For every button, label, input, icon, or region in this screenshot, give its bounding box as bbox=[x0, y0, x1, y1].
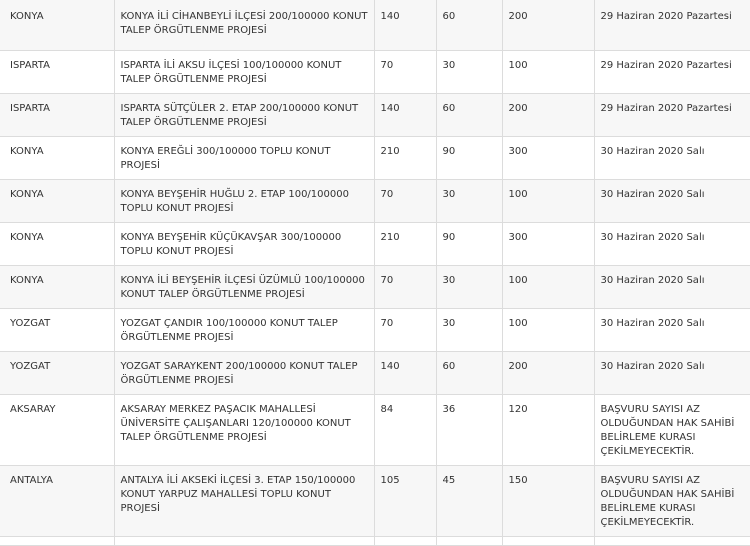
project-cell: AKSARAY MERKEZ PAŞACIK MAHALLESİ ÜNİVERSİTE ÇALIŞANLARI 120/100000 KONUT TALEP ÖRGÜTLENME PROJESİ bbox=[114, 395, 374, 466]
date-cell: 30 Haziran 2020 Salı bbox=[594, 266, 750, 309]
total-cell: 100 bbox=[502, 266, 594, 309]
province-cell: KONYA bbox=[0, 180, 114, 223]
count-cell: 60 bbox=[436, 94, 502, 137]
count-cell: 30 bbox=[436, 180, 502, 223]
total-cell: 200 bbox=[502, 94, 594, 137]
count-cell: 210 bbox=[374, 137, 436, 180]
province-cell: ISPARTA bbox=[0, 51, 114, 94]
total-cell: 300 bbox=[502, 223, 594, 266]
empty-cell bbox=[0, 537, 114, 546]
count-cell: 210 bbox=[374, 223, 436, 266]
province-cell: AKSARAY bbox=[0, 395, 114, 466]
date-cell: 29 Haziran 2020 Pazartesi bbox=[594, 0, 750, 51]
count-cell: 105 bbox=[374, 466, 436, 537]
project-cell: KONYA İLİ BEYŞEHİR İLÇESİ ÜZÜMLÜ 100/100000 KONUT TALEP ÖRGÜTLENME PROJESİ bbox=[114, 266, 374, 309]
empty-cell bbox=[114, 537, 374, 546]
count-cell: 45 bbox=[436, 466, 502, 537]
table-row bbox=[0, 0, 750, 51]
table-row bbox=[0, 352, 750, 395]
empty-cell bbox=[436, 537, 502, 546]
empty-cell bbox=[502, 537, 594, 546]
project-cell: KONYA İLİ CİHANBEYLİ İLÇESİ 200/100000 KONUT TALEP ÖRGÜTLENME PROJESİ bbox=[114, 0, 374, 51]
count-cell: 30 bbox=[436, 51, 502, 94]
total-cell: 120 bbox=[502, 395, 594, 466]
count-cell: 70 bbox=[374, 309, 436, 352]
date-cell: 29 Haziran 2020 Pazartesi bbox=[594, 94, 750, 137]
count-cell: 70 bbox=[374, 180, 436, 223]
count-cell: 30 bbox=[436, 266, 502, 309]
table-row bbox=[0, 395, 750, 466]
table-row bbox=[0, 266, 750, 309]
province-cell: KONYA bbox=[0, 0, 114, 51]
project-cell: KONYA EREĞLİ 300/100000 TOPLU KONUT PROJESİ bbox=[114, 137, 374, 180]
total-cell: 100 bbox=[502, 51, 594, 94]
count-cell: 90 bbox=[436, 223, 502, 266]
count-cell: 140 bbox=[374, 352, 436, 395]
project-cell: KONYA BEYŞEHİR HUĞLU 2. ETAP 100/100000 TOPLU KONUT PROJESİ bbox=[114, 180, 374, 223]
count-cell: 90 bbox=[436, 137, 502, 180]
count-cell: 30 bbox=[436, 309, 502, 352]
date-cell: 30 Haziran 2020 Salı bbox=[594, 180, 750, 223]
total-cell: 100 bbox=[502, 309, 594, 352]
date-cell: 30 Haziran 2020 Salı bbox=[594, 309, 750, 352]
empty-cell bbox=[374, 537, 436, 546]
province-cell: ANTALYA bbox=[0, 466, 114, 537]
count-cell: 70 bbox=[374, 51, 436, 94]
total-cell: 100 bbox=[502, 180, 594, 223]
total-cell: 150 bbox=[502, 466, 594, 537]
count-cell: 140 bbox=[374, 0, 436, 51]
total-cell: 200 bbox=[502, 0, 594, 51]
province-cell: YOZGAT bbox=[0, 352, 114, 395]
date-cell: BAŞVURU SAYISI AZ OLDUĞUNDAN HAK SAHİBİ BELİRLEME KURASI ÇEKİLMEYECEKTİR. bbox=[594, 466, 750, 537]
count-cell: 84 bbox=[374, 395, 436, 466]
project-cell: ANTALYA İLİ AKSEKİ İLÇESİ 3. ETAP 150/100000 KONUT YARPUZ MAHALLESİ TOPLU KONUT PROJESİ bbox=[114, 466, 374, 537]
date-cell: 30 Haziran 2020 Salı bbox=[594, 137, 750, 180]
date-cell: BAŞVURU SAYISI AZ OLDUĞUNDAN HAK SAHİBİ BELİRLEME KURASI ÇEKİLMEYECEKTİR. bbox=[594, 395, 750, 466]
total-cell: 300 bbox=[502, 137, 594, 180]
project-cell: YOZGAT SARAYKENT 200/100000 KONUT TALEP ÖRGÜTLENME PROJESİ bbox=[114, 352, 374, 395]
count-cell: 60 bbox=[436, 0, 502, 51]
count-cell: 70 bbox=[374, 266, 436, 309]
province-cell: KONYA bbox=[0, 137, 114, 180]
table-row bbox=[0, 51, 750, 94]
count-cell: 140 bbox=[374, 94, 436, 137]
province-cell: KONYA bbox=[0, 223, 114, 266]
table-row bbox=[0, 223, 750, 266]
total-cell: 200 bbox=[502, 352, 594, 395]
count-cell: 60 bbox=[436, 352, 502, 395]
project-cell: KONYA BEYŞEHİR KÜÇÜKAVŞAR 300/100000 TOPLU KONUT PROJESİ bbox=[114, 223, 374, 266]
date-cell: 29 Haziran 2020 Pazartesi bbox=[594, 51, 750, 94]
project-cell: ISPARTA SÜTÇÜLER 2. ETAP 200/100000 KONUT TALEP ÖRGÜTLENME PROJESİ bbox=[114, 94, 374, 137]
count-cell: 36 bbox=[436, 395, 502, 466]
empty-cell bbox=[594, 537, 750, 546]
province-cell: ISPARTA bbox=[0, 94, 114, 137]
province-cell: YOZGAT bbox=[0, 309, 114, 352]
table-row bbox=[0, 137, 750, 180]
project-cell: ISPARTA İLİ AKSU İLÇESİ 100/100000 KONUT TALEP ÖRGÜTLENME PROJESİ bbox=[114, 51, 374, 94]
table-row bbox=[0, 94, 750, 137]
province-cell: KONYA bbox=[0, 266, 114, 309]
date-cell: 30 Haziran 2020 Salı bbox=[594, 352, 750, 395]
table-row bbox=[0, 309, 750, 352]
table-footer-row bbox=[0, 537, 750, 546]
table-row bbox=[0, 180, 750, 223]
project-cell: YOZGAT ÇANDIR 100/100000 KONUT TALEP ÖRGÜTLENME PROJESİ bbox=[114, 309, 374, 352]
date-cell: 30 Haziran 2020 Salı bbox=[594, 223, 750, 266]
table-row bbox=[0, 466, 750, 537]
